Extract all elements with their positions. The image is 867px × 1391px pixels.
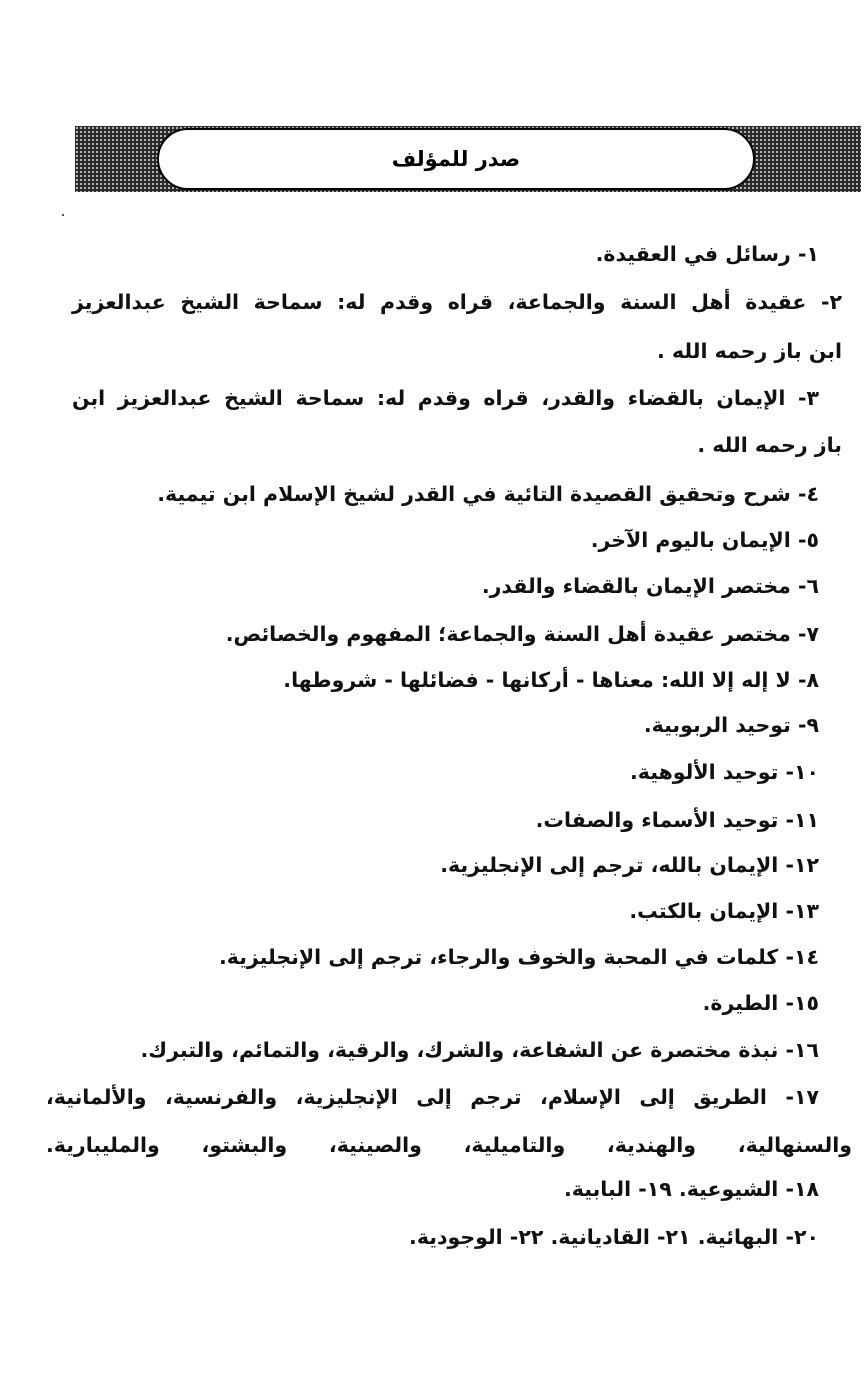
list-item: ١٨- الشيوعية. ١٩- البابية. bbox=[564, 1177, 819, 1201]
list-item: ١٤- كلمات في المحبة والخوف والرجاء، ترجم إلى الإنجليزية. bbox=[219, 945, 819, 969]
list-item: والسنهالية، والهندية، والتاميلية، والصينية، والبشتو، والمليبارية. bbox=[46, 1133, 852, 1157]
list-item: ١٢- الإيمان بالله، ترجم إلى الإنجليزية. bbox=[440, 853, 819, 877]
list-item: ابن باز رحمه الله . bbox=[657, 339, 842, 363]
list-item: ١٠- توحيد الألوهية. bbox=[630, 760, 819, 784]
list-item: ١٣- الإيمان بالكتب. bbox=[629, 899, 819, 923]
list-item: ١- رسائل في العقيدة. bbox=[595, 242, 819, 266]
list-item: باز رحمه الله . bbox=[697, 433, 842, 457]
page-title: صدر للمؤلف bbox=[391, 147, 521, 171]
list-item: ٩- توحيد الربوبية. bbox=[643, 713, 819, 737]
list-item: ١١- توحيد الأسماء والصفات. bbox=[535, 808, 819, 832]
list-item: ٧- مختصر عقيدة أهل السنة والجماعة؛ المفهوم والخصائص. bbox=[225, 622, 819, 646]
list-item: ٥- الإيمان باليوم الآخر. bbox=[590, 528, 819, 552]
list-item: ٤- شرح وتحقيق القصيدة التائية في القدر لشيخ الإسلام ابن تيمية. bbox=[157, 482, 819, 506]
list-item: ٢- عقيدة أهل السنة والجماعة، قراه وقدم له: سماحة الشيخ عبدالعزيز bbox=[72, 290, 842, 314]
list-item: ٨- لا إله إلا الله: معناها - أركانها - فضائلها - شروطها. bbox=[283, 668, 819, 692]
list-item: ١٦- نبذة مختصرة عن الشفاعة، والشرك، والرقية، والتمائم، والتبرك. bbox=[140, 1038, 819, 1062]
list-item: ١٧- الطريق إلى الإسلام، ترجم إلى الإنجليزية، والفرنسية، والألمانية، bbox=[46, 1085, 819, 1109]
list-item: ٢٠- البهائية. ٢١- القاديانية. ٢٢- الوجودية. bbox=[409, 1225, 819, 1249]
list-item: ٣- الإيمان بالقضاء والقدر، قراه وقدم له: سماحة الشيخ عبدالعزيز ابن bbox=[72, 386, 819, 410]
list-item: ١٥- الطيرة. bbox=[702, 991, 819, 1015]
list-item: ٦- مختصر الإيمان بالقضاء والقدر. bbox=[481, 574, 819, 598]
